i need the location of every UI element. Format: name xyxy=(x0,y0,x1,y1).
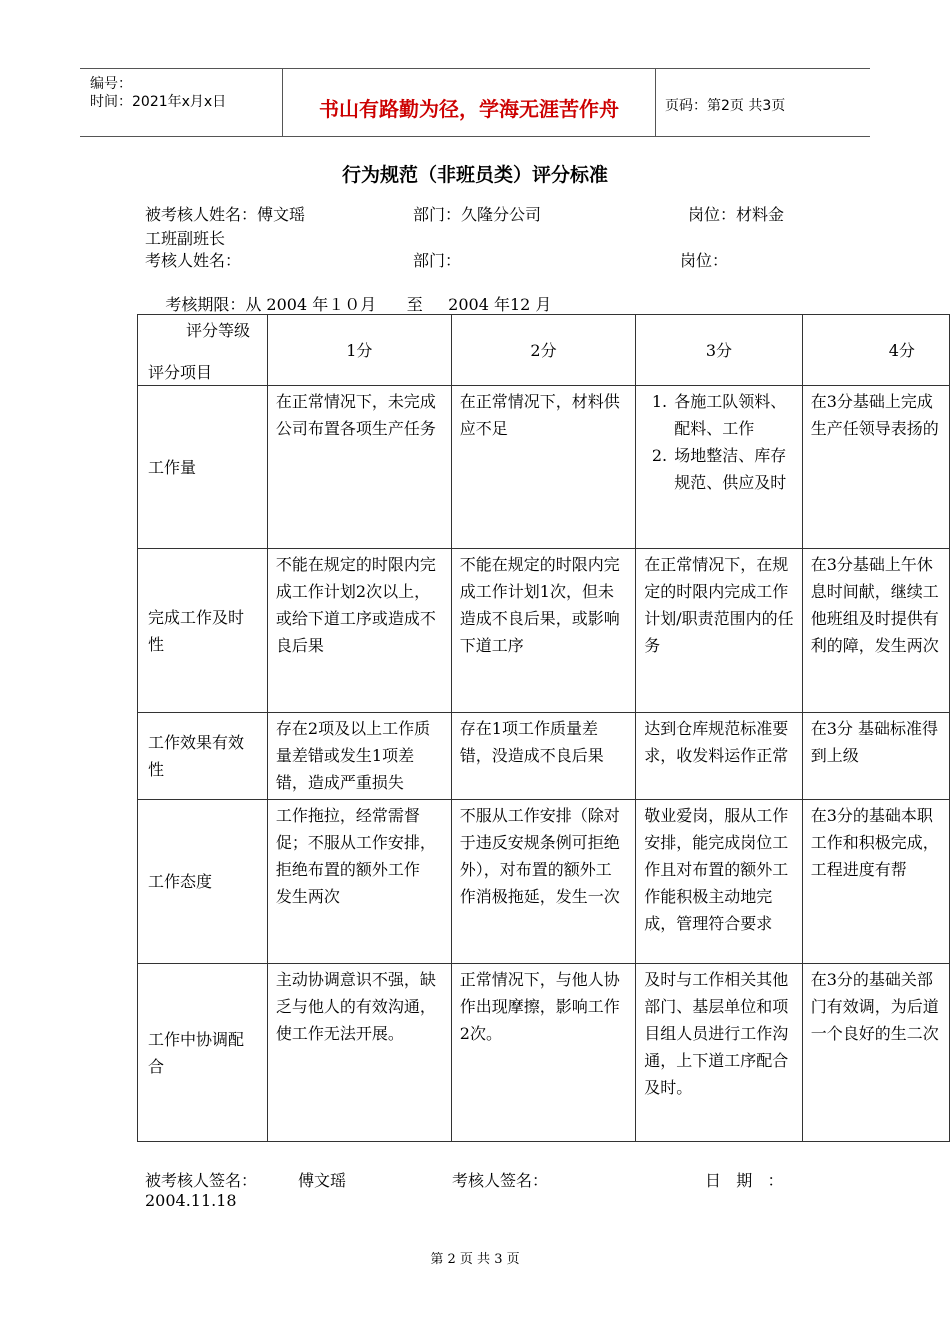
cell-text-extra: 发生两次 xyxy=(275,887,340,906)
score-header-4: 4分 xyxy=(802,315,949,386)
examinee-signature-label: 被考核人签名： xyxy=(145,1171,258,1190)
row-cell-4: 在3分的基础本职工作和积极完成，工程进度有帮 xyxy=(802,800,949,964)
time-label: 时间：2021年x月x日 xyxy=(90,94,227,110)
table-row xyxy=(138,549,950,713)
grade-label: 评分等级 xyxy=(186,321,251,340)
row-cell-3 xyxy=(636,386,802,549)
table-header-row xyxy=(138,315,950,386)
examiner-signature-label: 考核人签名： xyxy=(452,1171,549,1190)
date-value: 2004.11.18 xyxy=(145,1191,237,1210)
row-cell-2: 不服从工作安排（除对于违反安规条例可拒绝外），对布置的额外工作消极拖延，发生一次 xyxy=(451,800,635,964)
row-cell-4: 在3分的基础关部门有效调，为后道一个良好的生二次 xyxy=(802,964,949,1142)
row-cell-1: 在正常情况下，未完成公司布置各项生产任务 xyxy=(267,386,451,549)
cell-list xyxy=(644,388,793,496)
row-item: 工作态度 xyxy=(138,800,268,964)
info-department xyxy=(413,204,541,226)
row-cell-4: 在3分 基础标准得到上级 xyxy=(802,713,949,800)
row-cell-3: 在正常情况下，在规定的时限内完成工作计划/职责范围内的任务 xyxy=(636,549,802,713)
row-cell-4: 在3分基础上完成生产任领导表扬的 xyxy=(802,386,949,549)
row-item: 工作中协调配合 xyxy=(138,964,268,1142)
page-info: 页码：第2页 共3页 xyxy=(665,98,786,114)
table-row xyxy=(138,964,950,1142)
row-cell-3: 及时与工作相关其他部门、基层单位和项目组人员进行工作沟通，上下道工序配合及时。 xyxy=(636,964,802,1142)
row-cell-2: 不能在规定的时限内完成工作计划1次，但未造成不良后果，或影响下道工序 xyxy=(451,549,635,713)
examiner-name: 考核人姓名： xyxy=(145,251,242,270)
list-item: 2. 场地整洁、库存规范、供应及时 xyxy=(672,442,793,496)
date-label: 日 期 ： xyxy=(705,1171,784,1190)
score-header-2: 2分 xyxy=(451,315,635,386)
motto: 书山有路勤为径，学海无涯苦作舟 xyxy=(319,97,619,121)
header-meta xyxy=(80,69,282,136)
examiner-department: 部门： xyxy=(413,251,462,270)
assessment-period: 考核期限：从 2004 年１０月 至 2004 年12 月 xyxy=(165,295,552,314)
row-cell-1: 主动协调意识不强，缺乏与他人的有效沟通，使工作无法开展。 xyxy=(267,964,451,1142)
info-line-1 xyxy=(145,204,305,226)
page-header xyxy=(80,68,870,137)
row-cell-2: 正常情况下，与他人协作出现摩擦，影响工作2次。 xyxy=(451,964,635,1142)
row-cell-3: 敬业爱岗，服从工作安排，能完成岗位工作且对布置的额外工作能积极主动地完成，管理符合要求 xyxy=(636,800,802,964)
document-title: 行为规范（非班员类）评分标准 xyxy=(341,164,608,186)
row-cell-2: 在正常情况下，材料供应不足 xyxy=(451,386,635,549)
header-motto-cell xyxy=(282,69,656,136)
score-header-3: 3分 xyxy=(636,315,802,386)
row-cell-4: 在3分基础上午休息时间献，继续工他班组及时提供有利的障，发生两次 xyxy=(802,549,949,713)
info-line-3 xyxy=(145,250,241,272)
row-cell-1 xyxy=(267,800,451,964)
row-cell-3: 达到仓库规范标准要求，收发料运作正常 xyxy=(636,713,802,800)
list-item: 1. 各施工队领料、配料、工作 xyxy=(672,388,793,442)
info-line-2 xyxy=(145,228,225,250)
row-item: 工作量 xyxy=(138,386,268,549)
table-row xyxy=(138,713,950,800)
examinee-department: 部门：久隆分公司 xyxy=(413,205,542,224)
row-item: 工作效果有效性 xyxy=(138,713,268,800)
score-header-1: 1分 xyxy=(267,315,451,386)
examinee-signature-name: 傅文瑶 xyxy=(298,1171,347,1190)
examinee-position: 岗位：材料金 xyxy=(688,205,785,224)
info-position xyxy=(688,204,784,226)
code-label: 编号： xyxy=(90,76,132,92)
table-row xyxy=(138,800,950,964)
page-footer: 第 2 页 共 3 页 xyxy=(430,1252,520,1267)
examinee-name: 被考核人姓名：傅文瑶 xyxy=(145,205,306,224)
grade-corner-cell xyxy=(138,315,268,386)
header-page-cell xyxy=(655,69,870,136)
row-cell-2: 存在1项工作质量差错，没造成不良后果 xyxy=(451,713,635,800)
row-cell-1: 不能在规定的时限内完成工作计划2次以上，或给下道工序或造成不良后果 xyxy=(267,549,451,713)
row-item: 完成工作及时性 xyxy=(138,549,268,713)
examinee-position-cont: 工班副班长 xyxy=(145,229,226,248)
examiner-position: 岗位： xyxy=(680,251,729,270)
info-examiner-dept xyxy=(413,250,461,272)
info-examiner-pos xyxy=(680,250,728,272)
row-cell-1: 存在2项及以上工作质量差错或发生1项差错，造成严重损失 xyxy=(267,713,451,800)
table-row xyxy=(138,386,950,549)
scoring-table xyxy=(137,314,950,1142)
cell-text: 工作拖拉，经常需督促；不服从工作安排，拒绝布置的额外工作 xyxy=(275,806,436,879)
item-label: 评分项目 xyxy=(148,363,213,382)
